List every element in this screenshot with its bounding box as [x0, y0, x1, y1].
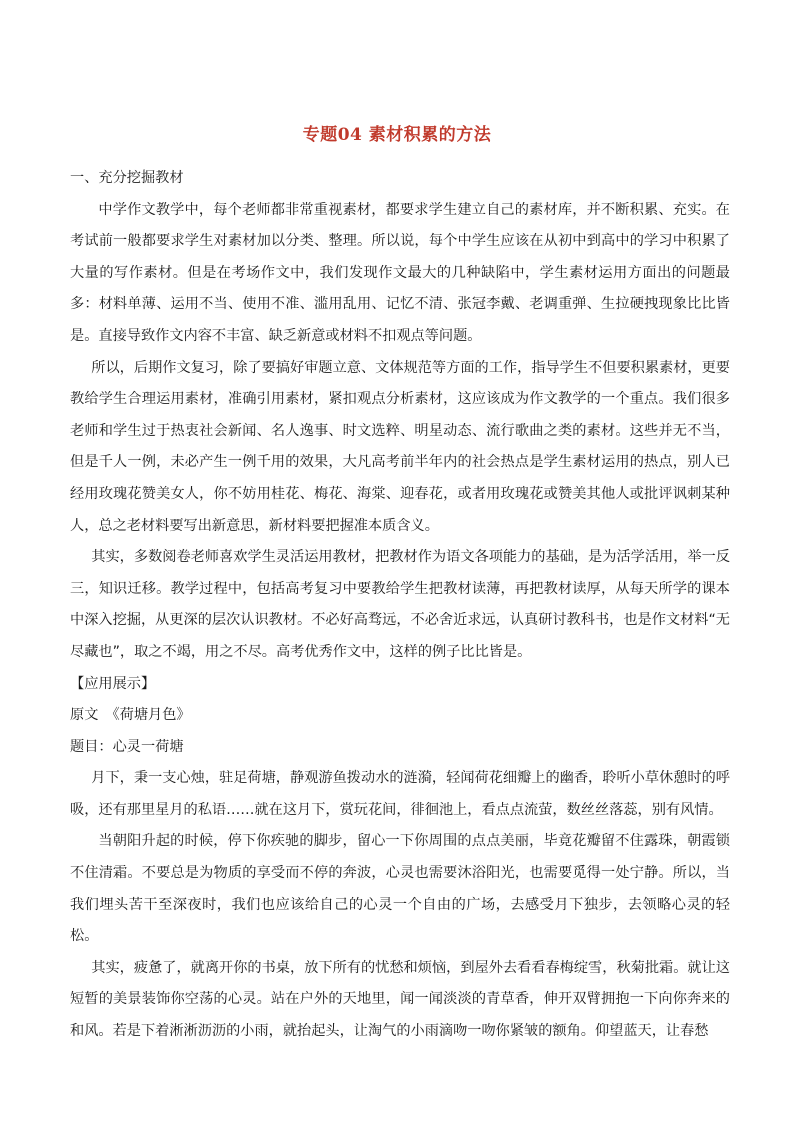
essay-topic: 题目：心灵一荷塘: [70, 738, 184, 755]
source-label: 原文: [70, 707, 99, 724]
source-line: [70, 700, 730, 732]
body-paragraph-2: 所以，后期作文复习，除了要搞好审题立意、文体规范等方面的工作，指导学生不但要积累素材，更要教给学生合理运用素材，准确引用素材，紧扣观点分析素材，这应该成为作文教学的一个重点。我们很多老师和学生过于热衷社会新闻、名人逸事、时文选粹、明星动态、流行歌曲之类的素材。这些并无不当，但是千人一例，未必产生一例千用的效果，大凡高考前半年内的社会热点是学生素材运用的热点，别人已经用玫瑰花赞美女人，你不妨用桂花、梅花、海棠、迎春花，或者用玫瑰花或赞美其他人或批评讽刺某种人，总之老材料要写出新意思，新材料要把握准本质含义。: [70, 359, 730, 534]
essay-paragraph-2: 当朝阳升起的时候，停下你疾驰的脚步，留心一下你周围的点点美丽，毕竟花瓣留不住露珠，朝霞锁不住清霜。不要总是为物质的享受而不停的奔波，心灵也需要沐浴阳光，也需要觅得一处宁静。所以，当我们埋头苦干至深夜时，我们也应该给自己的心灵一个自由的广场，去感受月下独步，去领略心灵的轻松。: [70, 833, 730, 945]
source-title: 《荷塘月色》: [105, 707, 191, 724]
essay-paragraph-1: 月下，秉一支心烛，驻足荷塘，静观游鱼拨动水的涟漪，轻闻荷花细瓣上的幽香，聆听小草休憩时的呼吸，还有那里星月的私语……就在这月下，赏玩花间，徘徊池上，看点点流萤，数丝丝落蕊，别有风情。: [70, 770, 730, 818]
section-heading-textbook: 一、充分挖掘教材: [70, 170, 184, 186]
section-heading-application: 【应用展示】: [70, 675, 156, 692]
body-paragraph-3: 其实，多数阅卷老师喜欢学生灵活运用教材，把教材作为语文各项能力的基础，是为活学活用，举一反三，知识迁移。教学过程中，包括高考复习中要教给学生把教材读薄，再把教材读厚，从每天所学的课本中深入挖掘，从更深的层次认识教材。不必好高骛远，不必舍近求远，认真研讨教科书，也是作文材料“无尽藏也”，取之不竭，用之不尽。高考优秀作文中，这样的例子比比皆是。: [70, 549, 730, 660]
essay-paragraph-3: 其实，疲惫了，就离开你的书桌，放下所有的忧愁和烦恼，到屋外去看看春梅绽雪，秋菊批霜。就让这短暂的美景装饰你空荡的心灵。站在户外的天地里，闻一闻淡淡的青草香，伸开双臂拥抱一下向你奔来的和风。若是下着淅淅沥沥的小雨，就抬起头，让淘气的小雨滴吻一吻你紧皱的额角。仰望蓝天，让春愁: [70, 959, 730, 1040]
document-title: 专题04 素材积累的方法: [302, 125, 492, 145]
document-body: [70, 163, 730, 1048]
body-paragraph-1: 中学作文教学中，每个老师都非常重视素材，都要求学生建立自己的素材库，并不断积累、充实。在考试前一般都要求学生对素材加以分类、整理。所以说，每个中学生应该在从初中到高中的学习中积累了大量的写作素材。但是在考场作文中，我们发现作文最大的几种缺陷中，学生素材运用方面出的问题最多：材料单薄、运用不当、使用不准、滥用乱用、记忆不清、张冠李戴、老调重弹、生拉硬拽现象比比皆是。直接导致作文内容不丰富、缺乏新意或材料不扣观点等问题。: [70, 201, 730, 344]
